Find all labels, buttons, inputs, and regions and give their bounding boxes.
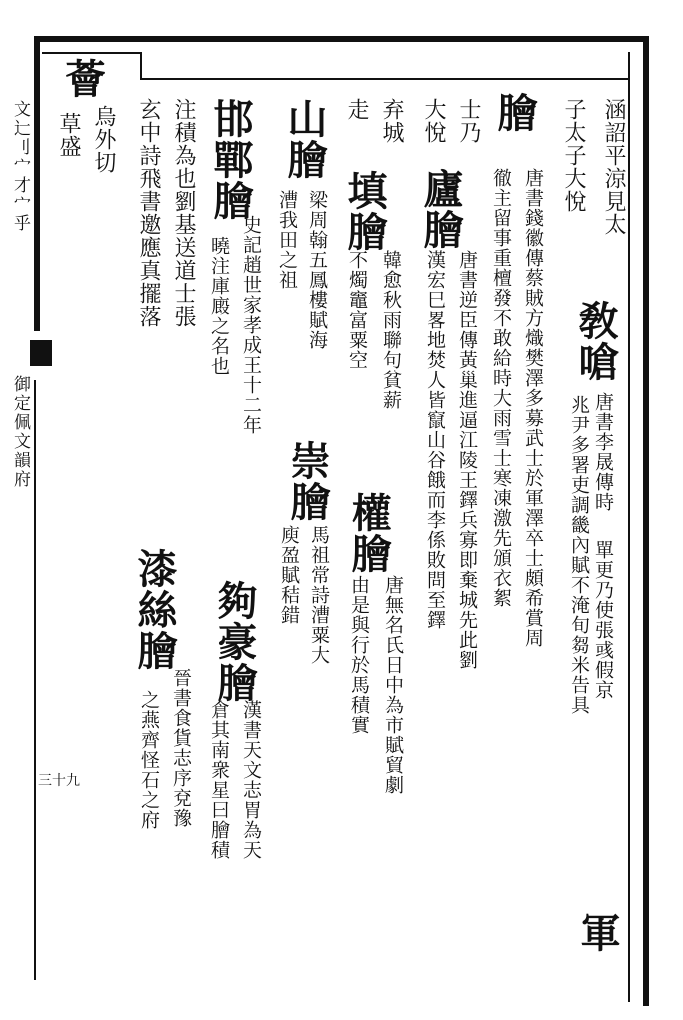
text-column-3: 唐書李晟傳時: [592, 392, 614, 512]
border-inner-top: [140, 78, 630, 80]
text-column-30: 烏外切: [91, 105, 116, 174]
side-margin-top: 文辷刂宀才宀乎: [10, 100, 30, 233]
text-column-10: 唐書逆臣傳黃巢進逼江陵王鐸兵寡即棄城先此劉: [456, 250, 478, 670]
border-top: [34, 36, 649, 42]
headword-7: 山膾: [281, 98, 328, 180]
headword-4: 膾: [491, 92, 538, 133]
text-column-19: 庾盈賦秸錯: [278, 525, 300, 625]
headword-6: 填膾: [341, 170, 388, 252]
text-column-25: 漢書天文志胃為天: [240, 700, 262, 860]
text-column-9: 大悅: [421, 98, 446, 144]
text-column-22: 史記趙世家孝成王十二年: [240, 215, 262, 435]
text-column-23: 曉注庫廄之名也: [208, 236, 230, 376]
text-column-21: 由是與行於馬積實: [348, 575, 370, 735]
headword-3: 軍: [574, 912, 621, 953]
text-column-15: 不燭竈富粟空: [346, 250, 368, 370]
text-column-1: 涵詔平涼見太: [601, 98, 626, 236]
text-column-31: 草盛: [56, 112, 81, 158]
border-right: [643, 36, 649, 1006]
border-inner-right: [628, 52, 630, 1002]
headword-1: 薈: [59, 58, 106, 99]
text-column-26: 倉其南衆星曰膾積: [208, 700, 230, 860]
text-column-29: 之燕齊怪石之府: [138, 690, 160, 830]
text-column-28: 晉書食貨志序兗豫: [170, 668, 192, 828]
text-column-2: 子太子大悅: [561, 98, 586, 213]
border-left: [34, 36, 40, 331]
text-column-11: 漢宏巳畧地焚人皆竄山谷餓而李係敗問至鐸: [424, 250, 446, 630]
text-column-12: 弃城: [379, 98, 404, 144]
border-step: [140, 52, 142, 80]
page-number: 三十九: [38, 773, 80, 789]
headword-5: 廬膾: [417, 168, 464, 250]
border-left-lower: [34, 380, 36, 980]
text-column-17: 漕我田之祖: [276, 190, 298, 290]
text-column-20: 唐無名氏日中為市賦貿劇: [382, 575, 404, 795]
headword-2: 敎嗆: [572, 300, 619, 382]
text-column-8: 士乃: [456, 98, 481, 144]
text-column-16: 梁周翰五鳳樓賦海: [306, 190, 328, 350]
text-column-18: 馬祖常詩漕粟大: [308, 525, 330, 665]
headword-8: 崇膾: [284, 440, 331, 522]
headword-9: 權膾: [345, 492, 392, 574]
headword-12: 漆絲膾: [131, 548, 178, 671]
border-step-top: [42, 52, 142, 54]
text-column-24: 注積為也劉基送道士張: [171, 98, 196, 328]
text-column-7: 徹主留事重檀發不敢給時大雨雪士寒凍激先頒衣絮: [490, 168, 512, 608]
text-column-27: 玄中詩飛書邀應真擺落: [136, 98, 161, 328]
text-column-14: 韓愈秋雨聯句貧薪: [380, 250, 402, 410]
headword-10: 邯鄲膾: [207, 98, 254, 221]
headword-11: 夠豪膾: [211, 580, 258, 703]
text-column-13: 走: [344, 98, 369, 121]
side-margin-bottom: 御定佩文韻府: [10, 375, 30, 489]
text-column-4: 兆尹多署吏調畿內賦不淹旬芻米告具: [568, 395, 590, 715]
fishtail-mark: [30, 340, 52, 366]
text-column-5: 單更乃使張彧假京: [592, 540, 614, 700]
text-column-6: 唐書錢徽傳蔡賊方熾樊澤多募武士於軍澤卒士頗希賞周: [522, 168, 544, 648]
